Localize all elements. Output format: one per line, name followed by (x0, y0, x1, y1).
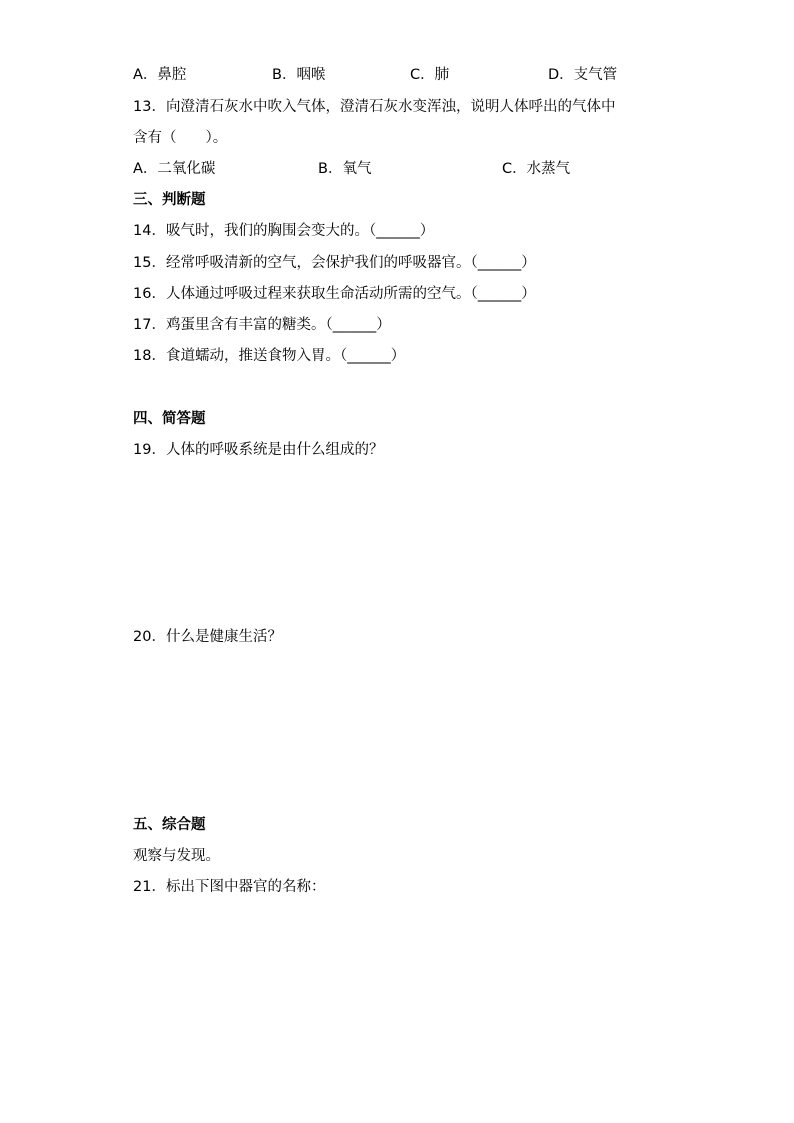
q12-option-b: B．咽喉 (272, 67, 326, 83)
q16-statement: 16．人体通过呼吸过程来获取生命活动所需的空气。（______） (133, 286, 536, 302)
q13-stem-line1: 13．向澄清石灰水中吹入气体，澄清石灰水变浑浊，说明人体呼出的气体中 (133, 99, 616, 115)
q17-statement: 17．鸡蛋里含有丰富的糖类。（______） (133, 317, 391, 333)
q14-statement: 14．吸气时，我们的胸围会变大的。（______） (133, 223, 435, 239)
q13-option-c: C．水蒸气 (502, 161, 571, 177)
q12-option-a: A．鼻腔 (133, 67, 187, 83)
q13-stem-line2: 含有（ ）。 (133, 130, 228, 146)
q19-question: 19．人体的呼吸系统是由什么组成的？ (133, 442, 384, 458)
q20-question: 20．什么是健康生活？ (133, 629, 282, 645)
q12-option-d: D．支气管 (548, 67, 618, 83)
q13-option-a: A．二氧化碳 (133, 161, 216, 177)
section4-title: 四、简答题 (133, 411, 206, 427)
q15-statement: 15．经常呼吸清新的空气，会保护我们的呼吸器官。（______） (133, 255, 536, 271)
q13-option-b: B．氧气 (318, 161, 372, 177)
q18-statement: 18．食道蠕动，推送食物入胃。（______） (133, 348, 406, 364)
section5-title: 五、综合题 (133, 817, 206, 833)
q12-option-c: C．肺 (410, 67, 450, 83)
section3-title: 三、判断题 (133, 192, 206, 208)
section5-intro: 观察与发现。 (133, 848, 220, 864)
q21-question: 21．标出下图中器官的名称： (133, 879, 326, 895)
